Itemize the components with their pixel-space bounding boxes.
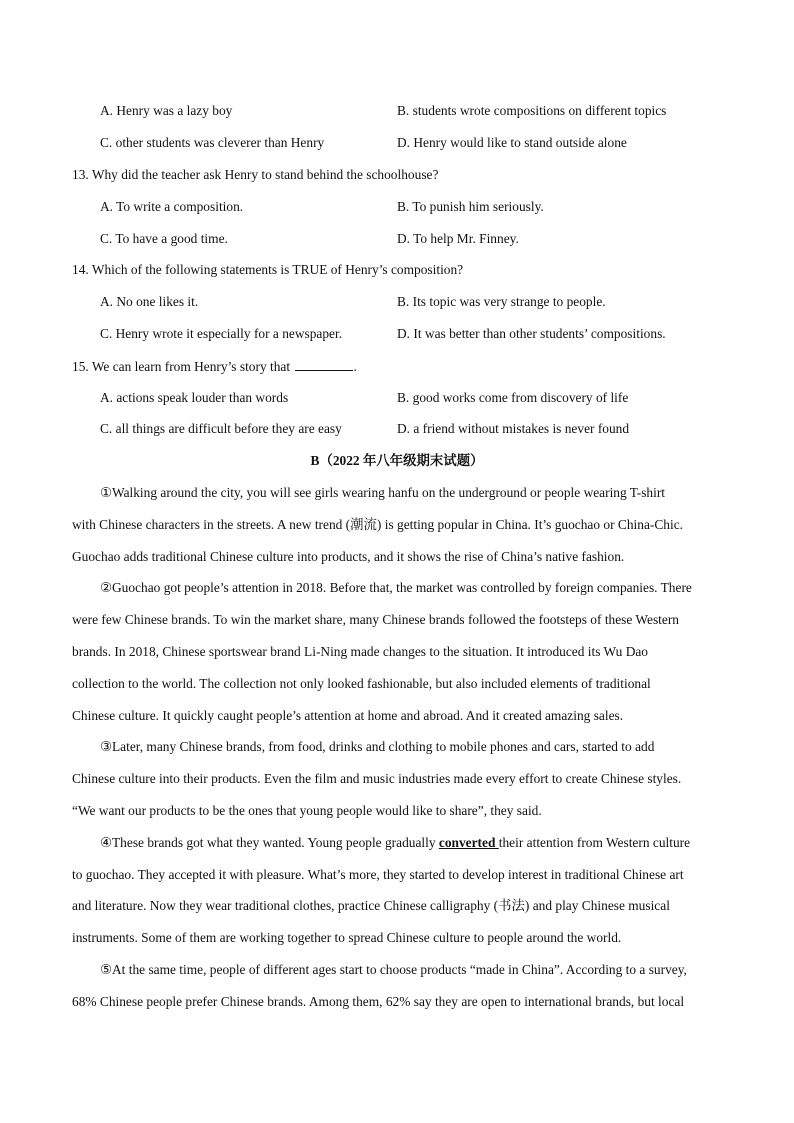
- passage-p2-line-1: ②Guochao got people’s attention in 2018. Before that, the market was controlled by foreign companies. There: [100, 580, 692, 595]
- q15-stem-text: 15. We can learn from Henry’s story that: [72, 359, 291, 374]
- q15-option-b: B. good works come from discovery of life: [397, 390, 629, 405]
- passage-p4-line-2: to guochao. They accepted it with pleasure. What’s more, they started to develop interest in traditional Chinese art: [72, 867, 684, 882]
- q13-option-a: A. To write a composition.: [100, 199, 244, 214]
- q12-option-c: C. other students was cleverer than Henry: [100, 135, 325, 150]
- q15-option-a: A. actions speak louder than words: [100, 390, 289, 405]
- passage-p3-line-2: Chinese culture into their products. Even the film and music industries made every effort to create Chinese styles.: [72, 771, 682, 786]
- q15-stem-end: .: [353, 359, 357, 374]
- q15-stem: [72, 358, 357, 375]
- q12-option-b: B. students wrote compositions on different topics: [397, 103, 667, 118]
- q12-option-a: A. Henry was a lazy boy: [100, 103, 233, 118]
- q13-option-b: B. To punish him seriously.: [397, 199, 544, 214]
- q13-stem: 13. Why did the teacher ask Henry to stand behind the schoolhouse?: [72, 167, 439, 182]
- passage-p2-line-4: collection to the world. The collection not only looked fashionable, but also included elements of traditional: [72, 676, 651, 691]
- passage-p3-line-3: “We want our products to be the ones that young people would like to share”, they said.: [72, 803, 542, 818]
- q14-option-c: C. Henry wrote it especially for a newspaper.: [100, 326, 343, 341]
- passage-p2-line-3: brands. In 2018, Chinese sportswear brand Li-Ning made changes to the situation. It introduced its Wu Dao: [72, 644, 648, 659]
- answer-blank: [295, 358, 353, 371]
- passage-p4-line-4: instruments. Some of them are working together to spread Chinese culture to people around the world.: [72, 930, 622, 945]
- section-title: B（2022 年八年级期末试题）: [310, 453, 484, 468]
- passage-p5-line-2: 68% Chinese people prefer Chinese brands. Among them, 62% say they are open to international brands, but local: [72, 994, 685, 1009]
- passage-p1-line-1: ①Walking around the city, you will see girls wearing hanfu on the underground or people wearing T-shirt: [100, 485, 666, 500]
- q15-option-d: D. a friend without mistakes is never found: [397, 421, 630, 436]
- q14-stem: 14. Which of the following statements is TRUE of Henry’s composition?: [72, 262, 464, 277]
- q13-option-c: C. To have a good time.: [100, 231, 228, 246]
- q12-option-d: D. Henry would like to stand outside alone: [397, 135, 627, 150]
- underlined-word-converted: converted: [438, 835, 499, 850]
- passage-p4-pre: ④These brands got what they wanted. Young people gradually: [100, 835, 439, 850]
- q15-option-c: C. all things are difficult before they are easy: [100, 421, 342, 436]
- q14-option-b: B. Its topic was very strange to people.: [397, 294, 606, 309]
- q14-option-a: A. No one likes it.: [100, 294, 199, 309]
- passage-p4-line-3: and literature. Now they wear traditional clothes, practice Chinese calligraphy (书法) and play Chinese musical: [72, 898, 670, 913]
- passage-p1-line-3: Guochao adds traditional Chinese culture into products, and it shows the rise of China’s native fashion.: [72, 549, 625, 564]
- passage-p4-post: their attention from Western culture: [498, 835, 691, 850]
- q13-option-d: D. To help Mr. Finney.: [397, 231, 519, 246]
- passage-p4-line-1: [100, 835, 722, 851]
- passage-p2-line-2: were few Chinese brands. To win the market share, many Chinese brands followed the footsteps of these Western: [72, 612, 679, 627]
- passage-p1-line-2: with Chinese characters in the streets. A new trend (潮流) is getting popular in China. It’s guochao or China-Chic.: [72, 517, 683, 532]
- passage-p3-line-1: ③Later, many Chinese brands, from food, drinks and clothing to mobile phones and cars, started to add: [100, 739, 655, 754]
- passage-p5-line-1: ⑤At the same time, people of different ages start to choose products “made in China”. According to a survey,: [100, 962, 687, 977]
- q14-option-d: D. It was better than other students’ compositions.: [397, 326, 666, 341]
- passage-p2-line-5: Chinese culture. It quickly caught people’s attention at home and abroad. And it created amazing sales.: [72, 708, 624, 723]
